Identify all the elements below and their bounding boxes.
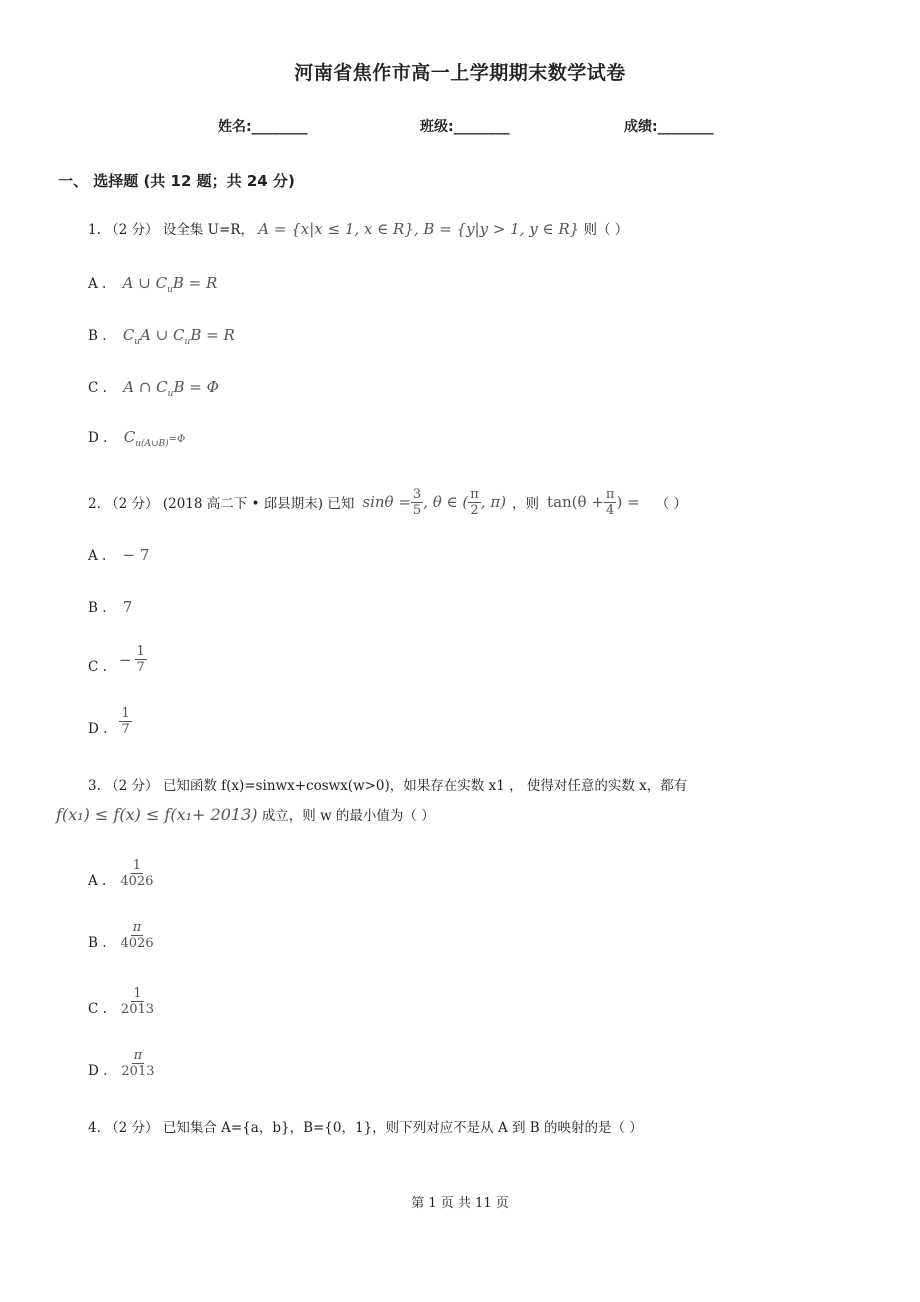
fraction-denominator: 4026 [120,936,154,951]
fraction-numerator: π [133,1048,143,1063]
question-2-math-c: , π) [480,493,507,511]
fraction-numerator: 1 [136,644,145,659]
option-value: 7 [122,598,133,616]
page-footer: 第 1 页 共 11 页 [411,1196,509,1211]
option-math: C [123,428,136,446]
fraction-numerator: 1 [133,986,142,1001]
class-field: 班级:________ [420,119,510,135]
option-label: D . [88,430,108,446]
option-math-tail: A ∪ C [140,326,185,344]
option-label: D . [88,720,108,737]
question-3-suffix: 成立，则 w 的最小值为（ ） [261,808,435,824]
q3-option-c [88,986,156,1017]
option-label: B . [88,600,107,616]
fraction-numerator: π [605,486,615,502]
fraction-numerator: π [132,920,142,935]
question-2-prefix: 2. （2 分） (2018 高二下 • 邱县期末) 已知 [88,496,355,512]
question-2-suffix: （ ） [655,496,687,512]
option-sub: u [167,389,174,399]
fraction-numerator: π [470,486,479,502]
fraction-numerator: 3 [412,486,422,502]
question-1-suffix: 则（ ） [583,222,629,238]
option-label: A . [88,276,107,292]
question-1-math: A = {x|x ≤ 1, x ∈ R}, B = {y|y > 1, y ∈ R} [258,220,580,238]
q3-option-b [88,920,156,951]
option-label: A . [88,548,107,564]
q2-option-d [88,706,132,737]
question-4: 4. （2 分） 已知集合 A={a，b}，B={0，1}，则下列对应不是从 A 到 B 的映射的是（ ） [88,1120,643,1136]
fraction-denominator: 2013 [121,1064,155,1079]
question-2-tan-b: ) = [616,493,640,511]
question-2 [88,482,687,522]
fraction-denominator: 7 [121,722,130,737]
option-label: B . [88,934,107,951]
option-sub: u [134,337,141,347]
question-3-line-1: 3. （2 分） 已知函数 f(x)=sinwx+coswx(w>0)，如果存在实数 x1 ， 使得对任意的实数 x，都有 [88,778,688,794]
section-heading: 一、 选择题 (共 12 题；共 24 分) [58,172,295,190]
fraction-denominator: 5 [412,502,422,518]
option-sub: u [167,285,173,295]
q2-option-a [88,546,150,564]
option-math: A ∩ C [123,378,168,396]
question-3-math: f(x₁) ≤ f(x) ≤ f(x₁+ 2013) [56,805,258,824]
fraction-numerator: 1 [121,706,130,721]
q1-option-b [88,326,235,347]
q1-option-a [88,274,217,295]
question-2-tan-a: tan(θ + [547,493,604,511]
question-2-math-b: , θ ∈ ( [423,493,469,511]
option-math: C [122,326,135,344]
question-2-mid: ，则 [512,496,540,512]
option-label: B . [88,328,107,344]
fraction-denominator: 4026 [120,874,154,889]
option-label: C . [88,1000,107,1017]
option-sign: − [118,650,132,669]
option-label: C . [88,658,107,675]
option-math-tail: B = Φ [173,378,219,396]
q1-option-d [88,428,185,449]
name-field: 姓名:________ [218,119,308,135]
q3-option-d [88,1048,157,1079]
q3-option-a [88,858,155,889]
q2-option-b [88,598,132,616]
fraction-denominator: 7 [136,660,145,675]
option-label: C . [88,380,107,396]
q2-option-c [88,644,147,675]
question-1-prefix: 1. （2 分） 设全集 U=R， [88,222,254,238]
fraction-numerator: 1 [132,858,142,873]
option-sub-2: u [184,337,191,347]
question-3-line-2 [56,804,435,824]
fraction-denominator: 2013 [120,1002,155,1017]
option-value: − 7 [122,546,150,564]
option-math: A ∪ C [122,274,168,292]
question-1 [88,218,628,238]
q1-option-c [88,378,219,399]
option-math-tail: =Φ [168,434,186,445]
question-2-math-a: sinθ = [362,493,411,511]
option-math-tail: B = R [172,274,218,292]
score-field: 成绩:________ [624,119,714,135]
option-math-tail-2: B = R [190,326,235,344]
page-title: 河南省焦作市高一上学期期末数学试卷 [294,62,626,84]
option-label: A . [88,872,107,889]
option-label: D . [88,1062,108,1079]
fraction-denominator: 2 [470,502,479,518]
fraction-denominator: 4 [606,502,615,518]
option-sub: u(A∪B) [135,439,169,449]
